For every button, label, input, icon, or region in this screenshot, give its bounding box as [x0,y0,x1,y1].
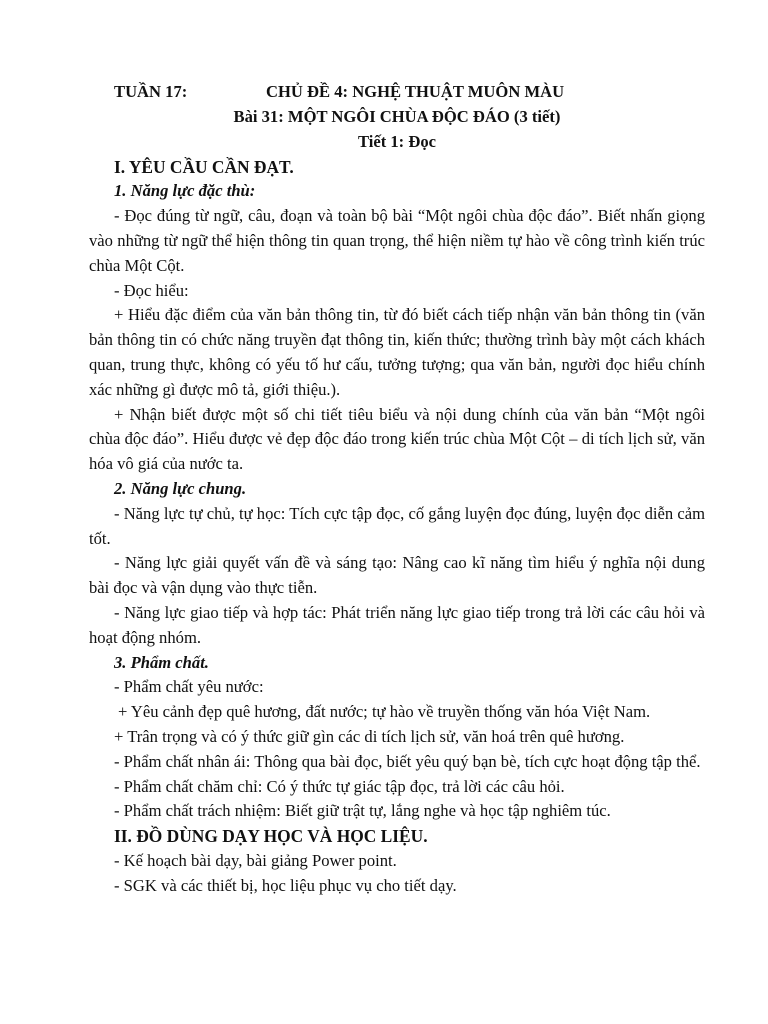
paragraph: - Đọc hiểu: [114,280,189,300]
paragraph: - Năng lực giải quyết vấn đề và sáng tạo: Nâng cao kĩ năng tìm hiểu ý nghĩa nội dung bài đọc và vận dụng vào thực tiễn. [89,553,705,598]
paragraph: + Yêu cảnh đẹp quê hương, đất nước; tự hào về truyền thống văn hóa Việt Nam. [118,702,651,722]
document-content [89,80,705,899]
paragraph: - Phẩm chất yêu nước: [114,677,264,697]
section-1-heading: I. YÊU CẦU CẦN ĐẠT. [114,156,294,177]
paragraph: - Phẩm chất chăm chỉ: Có ý thức tự giác tập đọc, trả lời các câu hỏi. [114,776,565,796]
lesson-title: Bài 31: MỘT NGÔI CHÙA ĐỘC ĐÁO (3 tiết) [233,107,561,126]
subsection-1-heading: 1. Năng lực đặc thù: [114,181,256,201]
section-2-heading: II. ĐỒ DÙNG DẠY HỌC VÀ HỌC LIỆU. [114,826,428,847]
paragraph: - Kế hoạch bài dạy, bài giảng Power point. [114,850,397,870]
topic-title: CHỦ ĐỀ 4: NGHỆ THUẬT MUÔN MÀU [266,82,565,101]
paragraph: - Năng lực giao tiếp và hợp tác: Phát triển năng lực giao tiếp trong trả lời các câu hỏi và hoạt động nhóm. [89,602,705,647]
paragraph: + Hiểu đặc điểm của văn bản thông tin, từ đó biết cách tiếp nhận văn bản thông tin (văn bản thông tin có chức năng truyền đạt thông tin, kiến thức; thường trình bày một cách khách quan, trung thực, không có yếu tố hư cấu, tưởng tượng; qua văn bản, người đọc hiểu chính xác những gì được mô tả, giới thiệu.). [89,305,705,399]
period-title: Tiết 1: Đọc [357,131,437,151]
week-label: TUẦN 17: [114,82,188,101]
paragraph: - Phẩm chất nhân ái: Thông qua bài đọc, biết yêu quý bạn bè, tích cực hoạt động tập thể. [114,751,701,771]
paragraph: - SGK và các thiết bị, học liệu phục vụ cho tiết dạy. [114,875,457,895]
subsection-3-heading: 3. Phẩm chất. [114,652,209,672]
paragraph: - Phẩm chất trách nhiệm: Biết giữ trật tự, lắng nghe và học tập nghiêm túc. [114,801,611,821]
paragraph: + Trân trọng và có ý thức giữ gìn các di tích lịch sử, văn hoá trên quê hương. [114,726,625,746]
paragraph: - Năng lực tự chủ, tự học: Tích cực tập đọc, cố gắng luyện đọc đúng, luyện đọc diễn cảm tốt. [89,503,705,548]
paragraph: + Nhận biết được một số chi tiết tiêu biểu và nội dung chính của văn bản “Một ngôi chùa độc đáo”. Hiểu được vẻ đẹp độc đáo trong kiến trúc chùa Một Cột – di tích lịch sử, văn hóa vô giá của nước ta. [89,404,705,474]
paragraph: - Đọc đúng từ ngữ, câu, đoạn và toàn bộ bài “Một ngôi chùa độc đáo”. Biết nhấn giọng vào những từ ngữ thể hiện thông tin quan trọng, thể hiện niềm tự hào về công trình kiến trúc chùa Một Cột. [89,206,705,275]
subsection-2-heading: 2. Năng lực chung. [114,478,247,498]
header-row [89,80,705,105]
